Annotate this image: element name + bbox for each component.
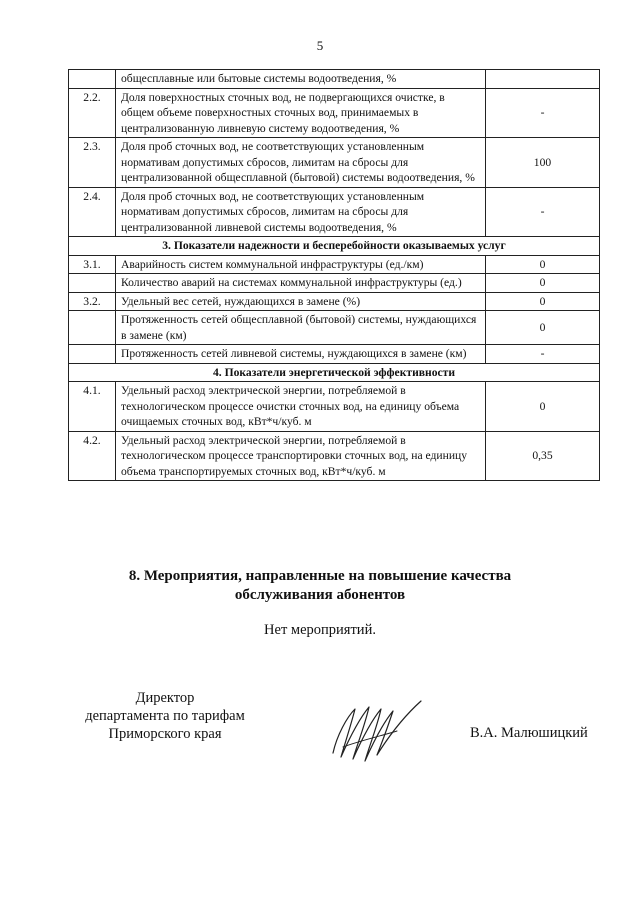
row-number: 2.3. bbox=[69, 138, 116, 188]
indicator-name: Протяженность сетей ливневой системы, нуждающихся в замене (км) bbox=[116, 345, 486, 364]
table-row bbox=[69, 431, 600, 481]
signer-title-line-1: Директор bbox=[135, 690, 195, 706]
indicator-name: Доля поверхностных сточных вод, не подвергающихся очистке, в общем объеме поверхностных сточных вод, принимаемых в централизованную ливневую систему водоотведения, % bbox=[116, 88, 486, 138]
indicator-name: Удельный вес сетей, нуждающихся в замене (%) bbox=[116, 292, 486, 311]
table-body bbox=[69, 70, 600, 481]
row-number: 3.2. bbox=[69, 292, 116, 311]
row-number: 2.2. bbox=[69, 88, 116, 138]
section-8-heading-line-2: обслуживания абонентов bbox=[234, 587, 406, 603]
indicator-value: 0 bbox=[486, 292, 600, 311]
table-row bbox=[69, 255, 600, 274]
indicator-value: - bbox=[486, 88, 600, 138]
indicator-value: 0 bbox=[486, 311, 600, 345]
indicators-table bbox=[68, 69, 600, 481]
row-number: 4.1. bbox=[69, 382, 116, 432]
indicator-value: - bbox=[486, 187, 600, 237]
table-row bbox=[69, 70, 600, 89]
section-header-row bbox=[69, 237, 600, 256]
row-number bbox=[69, 311, 116, 345]
indicator-name: общесплавные или бытовые системы водоотведения, % bbox=[116, 70, 486, 89]
indicator-name: Количество аварий на системах коммунальной инфраструктуры (ед.) bbox=[116, 274, 486, 293]
indicator-value bbox=[486, 70, 600, 89]
table-row bbox=[69, 88, 600, 138]
row-number bbox=[69, 345, 116, 364]
table-row bbox=[69, 274, 600, 293]
row-number bbox=[69, 274, 116, 293]
section-title: 4. Показатели энергетической эффективности bbox=[69, 363, 600, 382]
row-number: 2.4. bbox=[69, 187, 116, 237]
indicator-name: Доля проб сточных вод, не соответствующих установленным нормативам допустимых сбросов, лимитам на сбросы для централизованной общесплавной (бытовой) системы водоотведения, % bbox=[116, 138, 486, 188]
handwritten-signature bbox=[325, 695, 425, 767]
section-8-heading-line-1: 8. Мероприятия, направленные на повышение качества bbox=[128, 568, 512, 584]
table-row bbox=[69, 138, 600, 188]
row-number: 4.2. bbox=[69, 431, 116, 481]
signer-title-line-3: Приморского края bbox=[108, 726, 222, 742]
indicator-name: Аварийность систем коммунальной инфраструктуры (ед./км) bbox=[116, 255, 486, 274]
indicator-name: Удельный расход электрической энергии, потребляемой в технологическом процессе очистки сточных вод, на единицу объема очищаемых сточных вод, кВт*ч/куб. м bbox=[116, 382, 486, 432]
indicator-value: 0 bbox=[486, 274, 600, 293]
signer-name: В.А. Малюшицкий bbox=[470, 725, 588, 741]
indicator-value: 0 bbox=[486, 382, 600, 432]
indicator-name: Протяженность сетей общесплавной (бытовой) системы, нуждающихся в замене (км) bbox=[116, 311, 486, 345]
indicator-value: - bbox=[486, 345, 600, 364]
row-number: 3.1. bbox=[69, 255, 116, 274]
section-header-row bbox=[69, 363, 600, 382]
table-row bbox=[69, 311, 600, 345]
signer-title-line-2: департамента по тарифам bbox=[85, 708, 245, 724]
section-title: 3. Показатели надежности и бесперебойности оказываемых услуг bbox=[69, 237, 600, 256]
section-8-body: Нет мероприятий. bbox=[264, 622, 376, 638]
row-number bbox=[69, 70, 116, 89]
indicator-value: 0 bbox=[486, 255, 600, 274]
section-8-heading bbox=[0, 567, 640, 605]
table-row bbox=[69, 345, 600, 364]
table-row bbox=[69, 187, 600, 237]
indicator-value: 0,35 bbox=[486, 431, 600, 481]
signer-title bbox=[70, 689, 260, 743]
table-row bbox=[69, 382, 600, 432]
indicator-value: 100 bbox=[486, 138, 600, 188]
indicator-name: Удельный расход электрической энергии, потребляемой в технологическом процессе транспортировки сточных вод, на единицу объема транспортируемых сточных вод, кВт*ч/куб. м bbox=[116, 431, 486, 481]
indicator-name: Доля проб сточных вод, не соответствующих установленным нормативам допустимых сбросов, лимитам на сбросы для централизованной ливневой системы водоотведения, % bbox=[116, 187, 486, 237]
table-row bbox=[69, 292, 600, 311]
page-number: 5 bbox=[316, 38, 324, 53]
